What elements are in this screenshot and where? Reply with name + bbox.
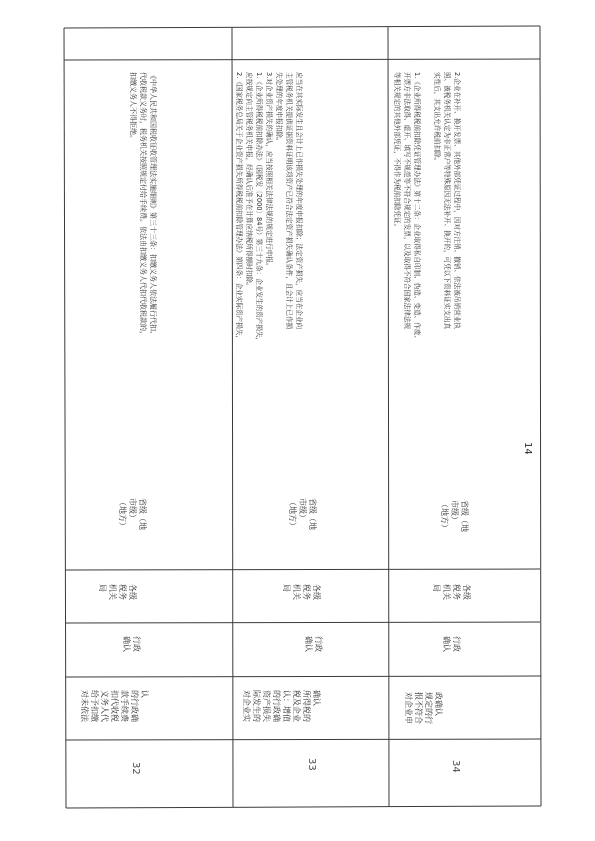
column-divider — [65, 622, 540, 623]
row-divider — [388, 27, 389, 807]
column-divider — [64, 59, 540, 60]
table-left-border — [64, 28, 66, 808]
row-divider — [232, 27, 233, 807]
table-top-border — [64, 26, 540, 28]
column-divider — [65, 569, 540, 570]
table-bottom-border — [66, 806, 541, 808]
table-right-border — [540, 26, 541, 806]
column-divider — [66, 676, 541, 677]
scanned-document-page: 14 32 对未依法 给予扣缴 义务人代 扣代收税 款手续费 的行政确 认 行政 确认 各级 税务 机关 局 省级（地 市级） （地方） 《中华人民共和国税收征收管理法实施细则》第三十三条：扣缴义务人依法履行代扣、 代收税款义务时，税务机关按照规定付给手续费。依法由扣缴义务人代扣代收税款的， 扣缴义务人不得拒绝。 33 对企业实 际发生的 资产损失 的行政确 认：增值 税及企业 所得税的 确认 行政 确认 各级 税务 机关 局 省级（地 市级） （地方） 1.《企业所得税税前扣除办法》（国税发〔2000〕84号）第三十九条：企业发生的资产损失， 应按规定向主管税务机关申报，经确认后准予在计算应纳税所得额时扣除。 2.《国家税务总局关于企业资产损失所得税税前扣除管理办法》第四条：企业实际资产损失， 应当在其实际发生且会计上已作损失处理的年度申报扣除；法定资产损失，应当在企业向 主管税务机关提供证据资料证明该项资产已符合法定资产损失确认条件，且会计上已作损 失处理的年度申报扣除。 3.对企业资产损失的确认，应当按照相关法律法规的规定进行申报。 34 对企业申 报不符合 规定的行 政确认 行政 确认 各级 税务 机关 局 省级（地 市级） （地方） 1.《企业所得税税前扣除凭证管理办法》第十二条：企业取得私自印制、伪造、变造、作废、 开票方非法取得、虚开、填写不规范等不符合规定的发票，以及取得不符合国家法律法规 等相关规定的其他外部凭证，不得作为税前扣除凭证。 2.企业在补开、换开发票、其他外部凭证过程中，因对方注销、撤销、依法被吊销营业执 照、被税务机关认定为非正常户等特殊原因无法补开、换开的，可凭以下资料证实支出真 实性后，其支出允许税前扣除。 — [0, 0, 595, 841]
column-divider — [66, 739, 541, 740]
